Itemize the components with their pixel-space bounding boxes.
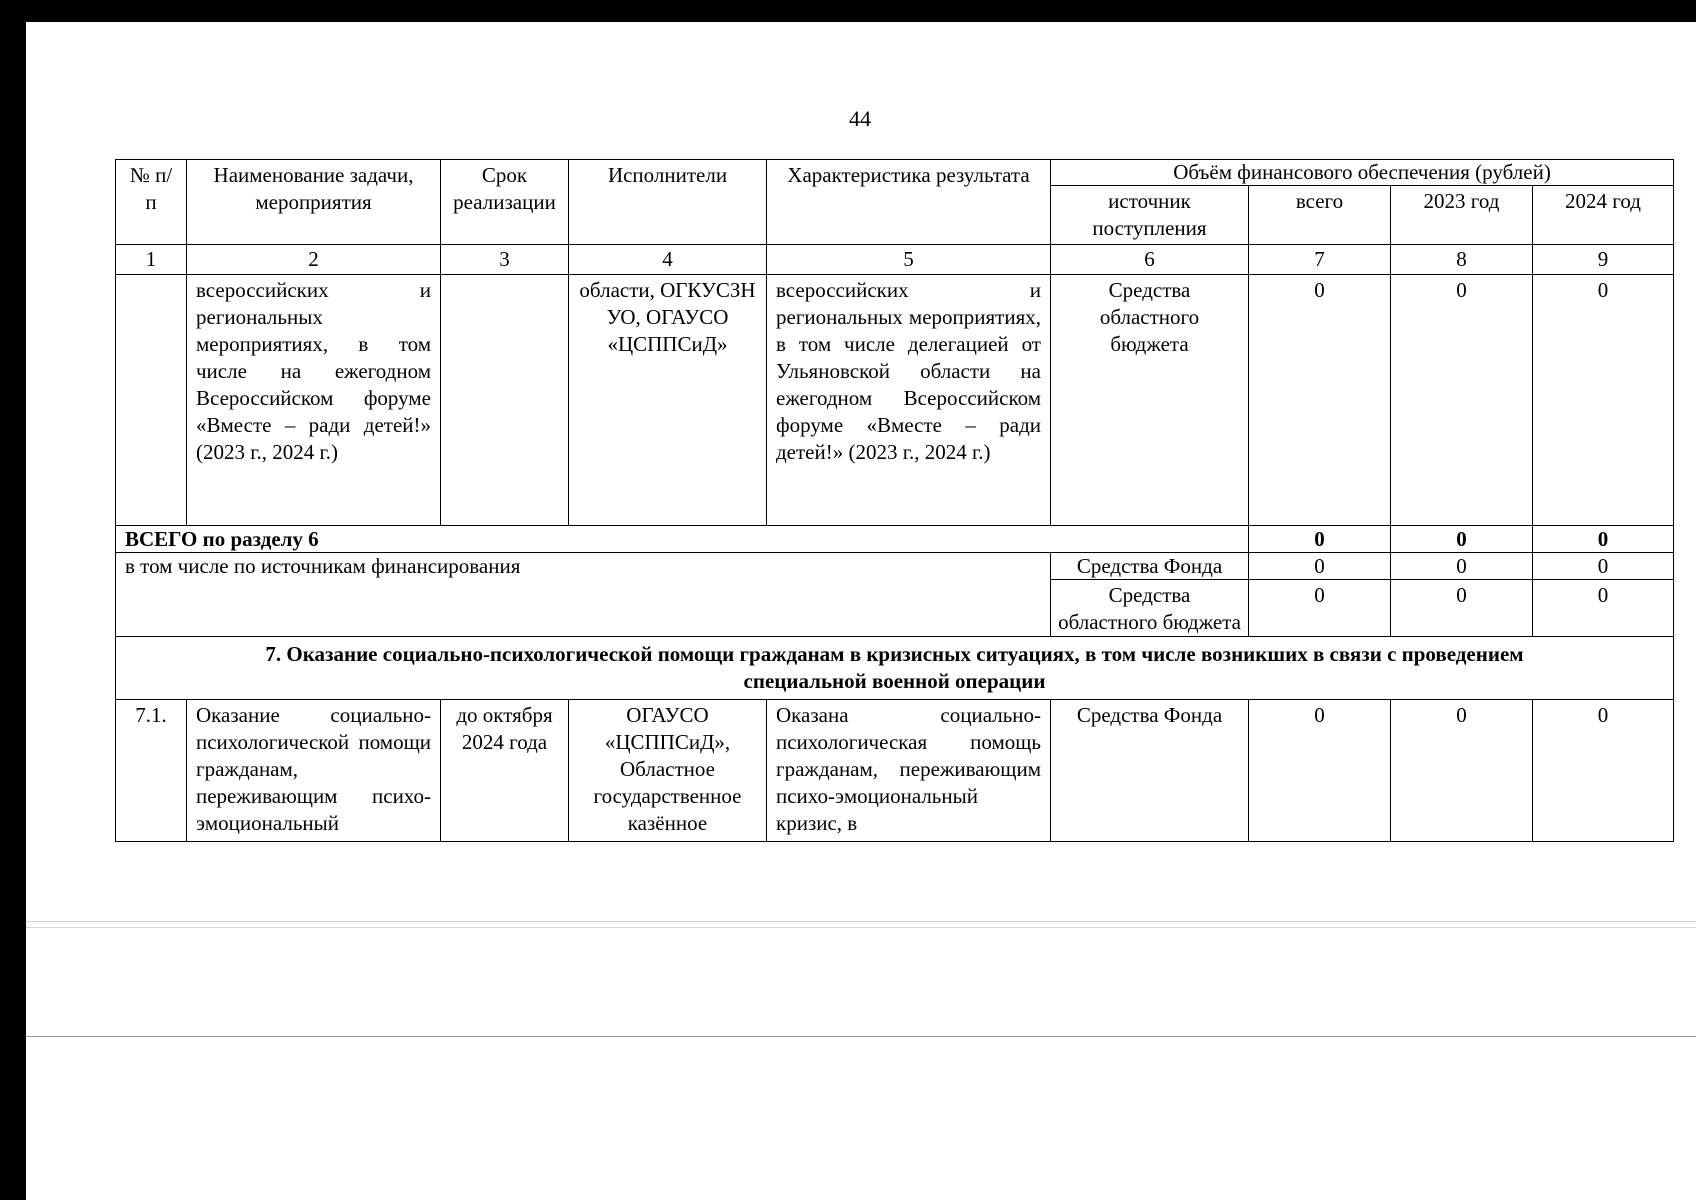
cell-2024: 0 [1533,275,1674,526]
section6-total-row [116,526,1674,553]
section6-total-value: 0 [1249,526,1391,553]
sources-row-fund [116,553,1674,580]
header-term: Срок реализации [441,160,569,245]
cell-2023: 0 [1391,700,1533,842]
column-number: 4 [569,245,767,275]
column-numbers-row [116,245,1674,275]
source-name: Средства Фонда [1051,553,1249,580]
page-number: 44 [849,106,871,131]
cell-result: Оказана социально-психологическая помощь гражданам, переживающим психо-эмоциональный кризис, в [767,700,1051,842]
scan-border-left [0,0,26,1200]
header-name: Наименование задачи, мероприятия [187,160,441,245]
cell-term [441,275,569,526]
scan-artifact-line [26,921,1696,922]
cell-executors: ОГАУСО «ЦСППСиД», Областное государственное казённое [569,700,767,842]
header-source: источник поступления [1051,186,1249,245]
column-number: 9 [1533,245,1674,275]
section6-total-label: ВСЕГО по разделу 6 [116,526,1249,553]
scan-artifact-line [26,1036,1696,1037]
source-2024: 0 [1533,580,1674,637]
scan-artifact-line [26,927,1696,928]
cell-total: 0 [1249,275,1391,526]
cell-num [116,275,187,526]
cell-2023: 0 [1391,275,1533,526]
financing-table [115,159,1674,842]
column-number: 6 [1051,245,1249,275]
source-2023: 0 [1391,580,1533,637]
cell-executors: области, ОГКУСЗН УО, ОГАУСО «ЦСППСиД» [569,275,767,526]
cell-term: до октября 2024 года [441,700,569,842]
section7-title [116,637,1674,700]
header-2024: 2024 год [1533,186,1674,245]
column-number: 8 [1391,245,1533,275]
source-total: 0 [1249,580,1391,637]
header-funding-group: Объём финансового обеспечения (рублей) [1051,160,1674,186]
section7-title-line1: 7. Оказание социально-психологической помощи гражданам в кризисных ситуациях, в том числе возникших в связи с проведением [265,642,1524,666]
scan-border-top [0,0,1696,22]
source-2023: 0 [1391,553,1533,580]
column-number: 1 [116,245,187,275]
cell-2024: 0 [1533,700,1674,842]
header-executors: Исполнители [569,160,767,245]
column-number: 2 [187,245,441,275]
cell-num: 7.1. [116,700,187,842]
column-number: 3 [441,245,569,275]
cell-total: 0 [1249,700,1391,842]
source-name: Средства областного бюджета [1051,580,1249,637]
table-row-7-1 [116,700,1674,842]
header-2023: 2023 год [1391,186,1533,245]
cell-source: Средства Фонда [1051,700,1249,842]
cell-source: Средства областного бюджета [1051,275,1249,526]
header-row-1 [116,160,1674,186]
cell-name: всероссийских и региональных мероприятиях, в том числе на ежегодном Всероссийском форуме «Вместе – ради детей!» (2023 г., 2024 г.) [187,275,441,526]
cell-name: Оказание социально-психологической помощи гражданам, переживающим психо-эмоциональный [187,700,441,842]
source-total: 0 [1249,553,1391,580]
section6-total-2023: 0 [1391,526,1533,553]
cell-result: всероссийских и региональных мероприятиях, в том числе делегацией от Ульяновской области на ежегодном Всероссийском форуме «Вместе – ради детей!» (2023 г., 2024 г.) [767,275,1051,526]
table-row-continuation [116,275,1674,526]
header-result: Характеристика результата [767,160,1051,245]
sources-label: в том числе по источникам финансирования [116,553,1051,637]
section6-total-2024: 0 [1533,526,1674,553]
source-2024: 0 [1533,553,1674,580]
column-number: 5 [767,245,1051,275]
header-num: № п/п [116,160,187,245]
section7-title-line2: специальной военной операции [743,669,1046,693]
column-number: 7 [1249,245,1391,275]
section7-title-row [116,637,1674,700]
header-total: всего [1249,186,1391,245]
